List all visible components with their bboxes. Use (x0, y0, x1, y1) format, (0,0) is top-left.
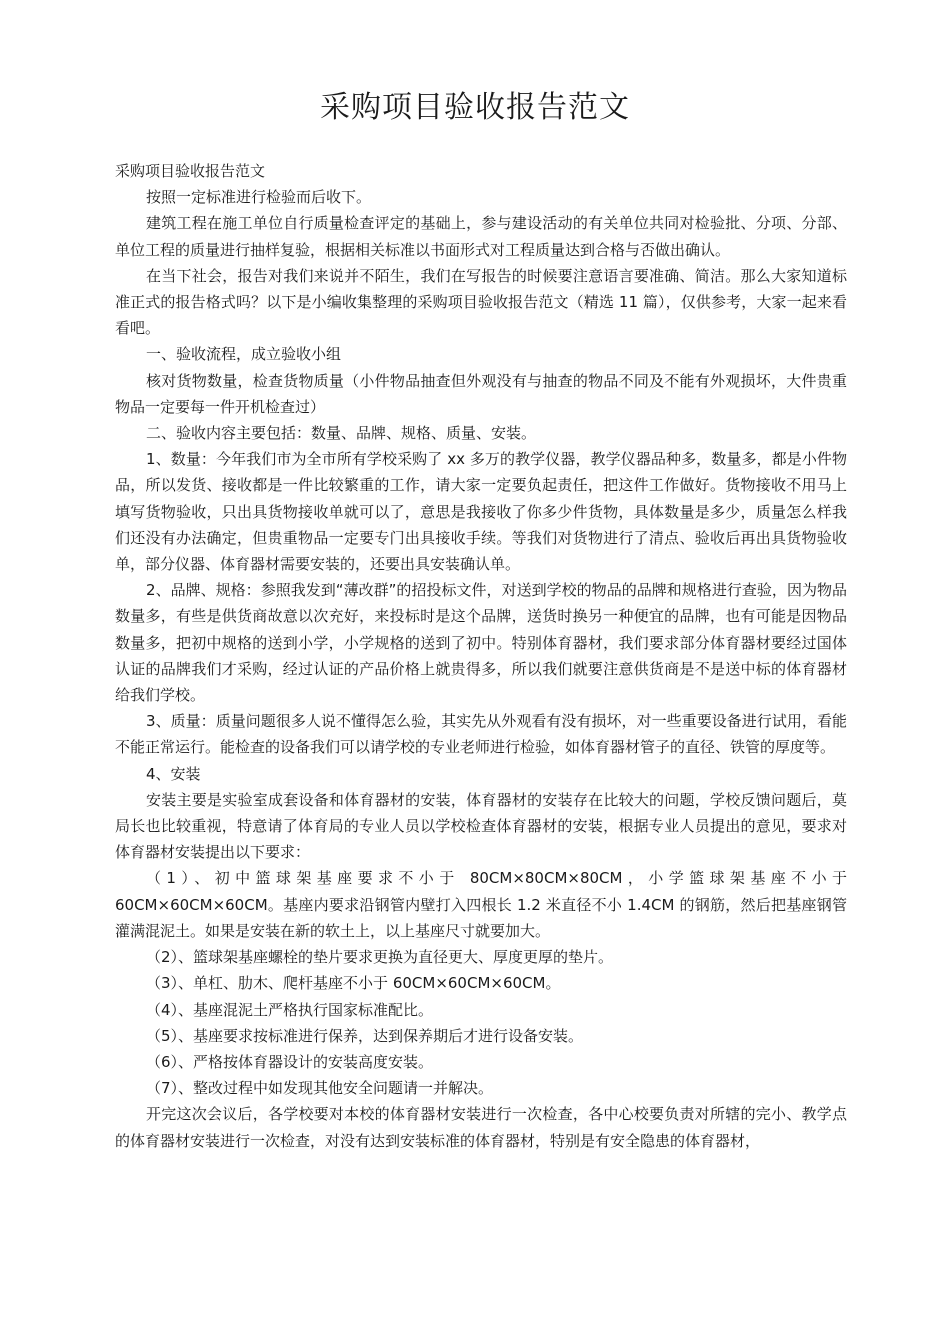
document-paragraph: 3、质量：质量问题很多人说不懂得怎么验，其实先从外观看有没有损坏，对一些重要设备进行试用，看能不能正常运行。能检查的设备我们可以请学校的专业老师进行检验，如体育器材管子的直径、铁管的厚度等。 (115, 712, 847, 757)
document-paragraph: 4、安装 (146, 764, 201, 783)
document-paragraph: 安装主要是实验室成套设备和体育器材的安装，体育器材的安装存在比较大的问题，学校反馈问题后，莫局长也比较重视，特意请了体育局的专业人员以学校检查体育器材的安装，根据专业人员提出的意见，要求对体育器材安装提出以下要求： (115, 790, 847, 862)
document-paragraph: 在当下社会，报告对我们来说并不陌生，我们在写报告的时候要注意语言要准确、简洁。那么大家知道标准正式的报告格式吗？以下是小编收集整理的采购项目验收报告范文（精选 11 篇），仅供参考，大家一起来看看吧。 (115, 266, 847, 338)
document-paragraph: 按照一定标准进行检验而后收下。 (146, 188, 372, 207)
document-paragraph: 一、验收流程，成立验收小组 (146, 345, 342, 364)
document-paragraph: （4）、基座混泥土严格执行国家标准配比。 (146, 1000, 434, 1019)
document-paragraph: 核对货物数量，检查货物质量（小件物品抽查但外观没有与抽查的物品不同及不能有外观损坏，大件贵重物品一定要每一件开机检查过） (115, 371, 847, 416)
document-paragraph: （7）、整改过程中如发现其他安全问题请一并解决。 (146, 1079, 494, 1098)
document-paragraph: 1、数量：今年我们市为全市所有学校采购了 xx 多万的教学仪器，教学仪器品种多，数量多，都是小件物品，所以发货、接收都是一件比较繁重的工作，请大家一定要负起责任，把这件工作做好。货物接收不用马上填写货物验收，只出具货物接收单就可以了，意思是我接收了你多少件货物，具体数量是多少，质量怎么样我们还没有办法确定，但贵重物品一定要专门出具接收手续。等我们对货物进行了清点、验收后再出具货物验收单，部分仪器、体育器材需要安装的，还要出具安装确认单。 (115, 450, 847, 574)
document-paragraph: （3）、单杠、肋木、爬杆基座不小于 60CM×60CM×60CM。 (146, 974, 561, 993)
document-paragraph: 二、验收内容主要包括：数量、品牌、规格、质量、安装。 (146, 424, 537, 443)
document-paragraph: （2）、篮球架基座螺栓的垫片要求更换为直径更大、厚度更厚的垫片。 (146, 948, 614, 967)
document-subtitle: 采购项目验收报告范文 (115, 162, 266, 180)
document-paragraph: （6）、严格按体育器设计的安装高度安装。 (146, 1052, 434, 1071)
document-paragraph: 2、品牌、规格：参照我发到“薄改群”的招投标文件，对送到学校的物品的品牌和规格进行查验，因为物品数量多，有些是供货商故意以次充好，来投标时是这个品牌，送货时换另一种便宜的品牌，也有可能是因物品数量多，把初中规格的送到小学，小学规格的送到了初中。特别体育器材，我们要求部分体育器材要经过国体认证的品牌我们才采购，经过认证的产品价格上就贵得多，所以我们就要注意供货商是不是送中标的体育器材给我们学校。 (115, 581, 847, 705)
document-title: 采购项目验收报告范文 (320, 90, 630, 125)
document-paragraph: （5）、基座要求按标准进行保养，达到保养期后才进行设备安装。 (146, 1026, 584, 1045)
document-paragraph: 建筑工程在施工单位自行质量检查评定的基础上，参与建设活动的有关单位共同对检验批、分项、分部、单位工程的质量进行抽样复验，根据相关标准以书面形式对工程质量达到合格与否做出确认。 (115, 214, 847, 259)
document-body (115, 158, 847, 1154)
document-paragraph: 开完这次会议后，各学校要对本校的体育器材安装进行一次检查，各中心校要负责对所辖的完小、教学点的体育器材安装进行一次检查，对没有达到安装标准的体育器材，特别是有安全隐患的体育器材， (115, 1105, 847, 1150)
document-paragraph: （1）、初中篮球架基座要求不小于 80CM×80CM×80CM，小学篮球架基座不小于 60CM×60CM×60CM。基座内要求沿钢管内壁打入四根长 1.2 米直径不小 1.4CM 的钢筋，然后把基座钢管灌满混泥土。如果是安装在新的软土上，以上基座尺寸就要加大。 (115, 869, 847, 940)
